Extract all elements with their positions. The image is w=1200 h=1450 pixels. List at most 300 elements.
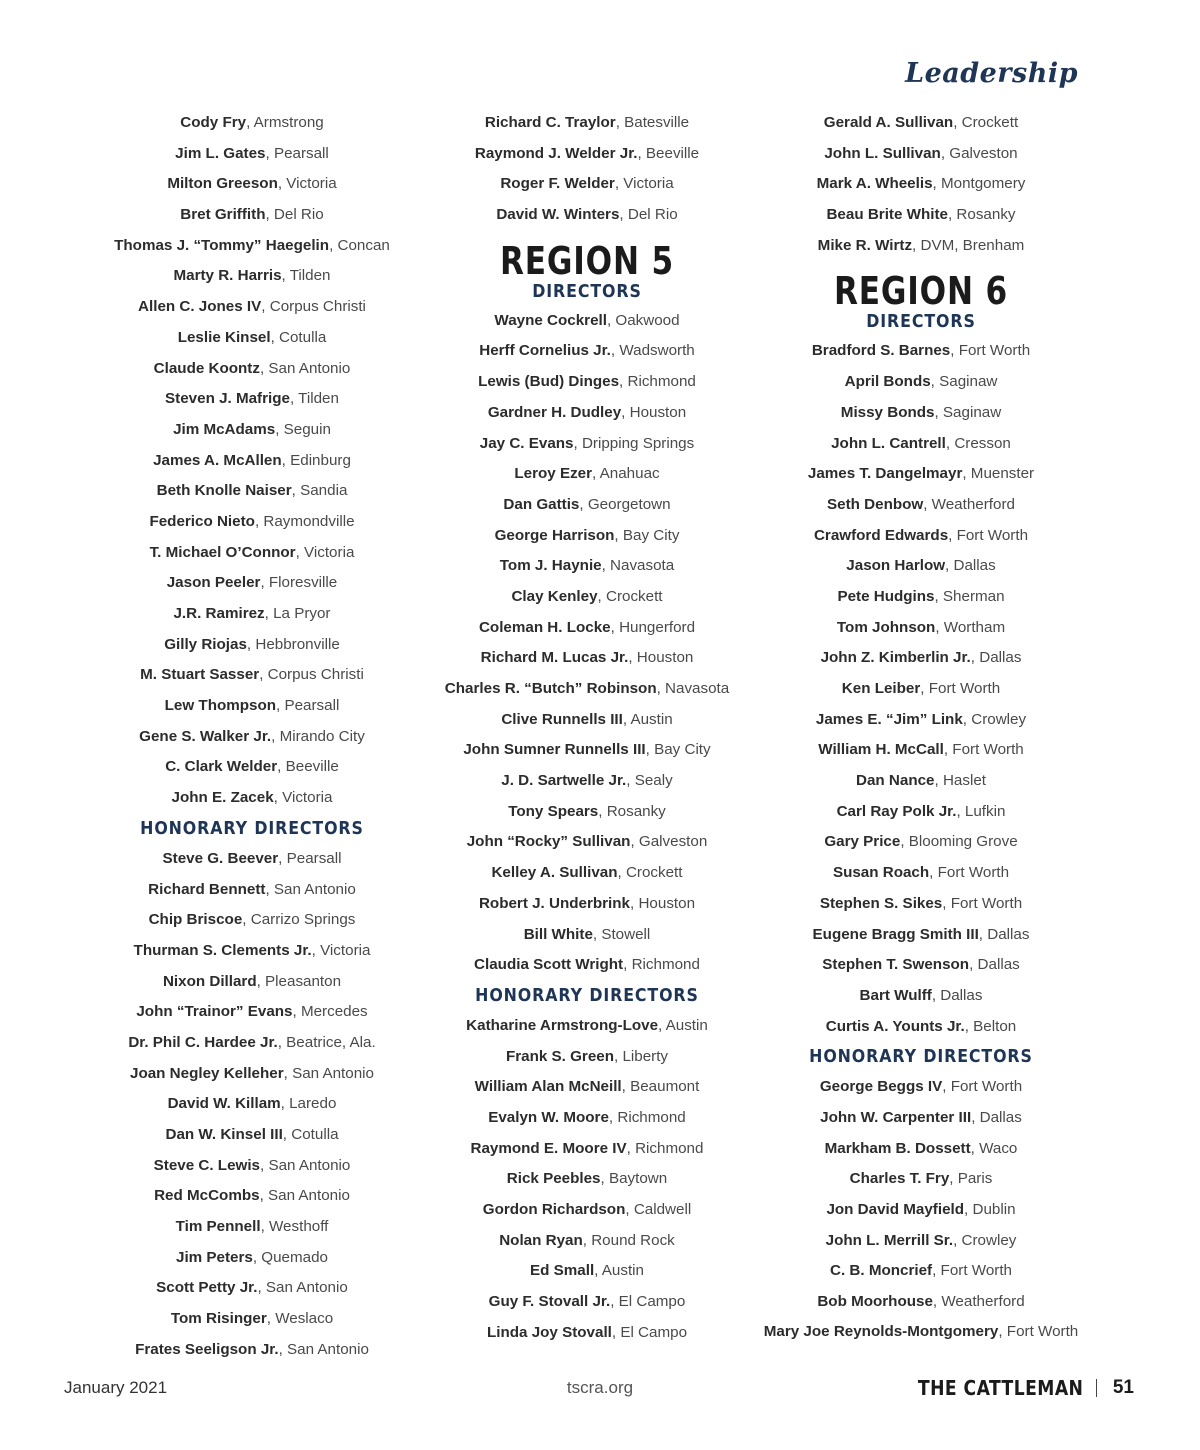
director-location: , Dallas [931,986,983,1004]
director-name: Raymond J. Welder Jr. [474,144,638,162]
director-entry [417,643,757,674]
director-entry [82,905,422,936]
director-location: , Del Rio [619,206,678,224]
directors-subheading: DIRECTORS [532,280,642,302]
director-entry [751,1195,1091,1226]
director-location: , Baytown [600,1170,668,1188]
director-location: , Sealy [626,772,673,790]
director-name: John L. Cantrell [831,434,946,452]
director-entry [751,705,1091,736]
director-name: Mary Joe Reynolds-Montgomery [763,1322,999,1340]
director-name: John “Rocky” Sullivan [466,833,631,851]
director-name: Steve C. Lewis [153,1156,260,1174]
director-name: Marty R. Harris [173,267,282,285]
director-name: Stephen T. Swenson [822,956,970,974]
director-name: Gilly Riojas [164,635,247,653]
director-entry [751,1072,1091,1103]
honorary-directors-heading: HONORARY DIRECTORS [140,817,364,839]
director-entry [417,889,757,920]
director-entry [417,1195,757,1226]
director-location: , Saginaw [930,373,998,391]
director-location: , Sandia [291,482,348,500]
magazine-name: THE CATTLEMAN [918,1376,1084,1400]
director-entry [751,582,1091,613]
page-number: 51 [1112,1377,1134,1398]
director-entry [82,722,422,753]
director-location: , Richmond [619,373,696,391]
director-entry [82,507,422,538]
director-entry [751,429,1091,460]
director-entry [417,1164,757,1195]
director-entry [417,613,757,644]
director-location: , Hebbronville [246,635,340,653]
director-entry [82,691,422,722]
director-name: Coleman H. Locke [478,618,611,636]
director-name: Bart Wulff [859,986,932,1004]
director-name: Wayne Cockrell [494,311,607,329]
director-name: Bill White [523,925,593,943]
director-name: Gardner H. Dudley [487,403,622,421]
director-name: Jim Peters [176,1248,253,1266]
director-entry [751,521,1091,552]
director-name: Claude Koontz [153,359,260,377]
director-location: , Cotulla [270,328,327,346]
page-footer [0,1376,1200,1404]
director-name: T. Michael O’Connor [149,543,296,561]
director-name: Lewis (Bud) Dinges [478,373,620,391]
director-entry [82,1089,422,1120]
director-location: , DVM, Brenham [912,236,1025,254]
director-entry [751,613,1091,644]
director-location: , Houston [621,403,687,421]
director-location: , Liberty [614,1047,669,1065]
director-location: , Round Rock [582,1231,675,1249]
director-name: Evalyn W. Moore [488,1108,609,1126]
director-entry [82,139,422,170]
director-entry [82,568,422,599]
director-location: , Caldwell [625,1201,692,1218]
directory-column-1 [82,108,422,1366]
director-location: , Waco [970,1139,1018,1157]
director-entry [417,1042,757,1073]
director-entry [751,1226,1091,1257]
director-name: Dan W. Kinsel III [165,1126,283,1143]
director-name: Jason Harlow [846,557,946,575]
director-entry [82,1335,422,1366]
director-name: John W. Carpenter III [820,1108,972,1126]
director-location: , Houston [628,649,694,667]
director-location: , Crockett [617,864,683,882]
section-title: Leadership [905,58,1078,89]
director-location: , Mercedes [292,1003,368,1021]
director-location: , Bay City [645,741,711,759]
director-location: , Concan [329,236,390,254]
director-location: , Laredo [280,1095,337,1113]
director-entry [417,521,757,552]
director-entry [82,169,422,200]
director-location: , Fort Worth [948,526,1029,544]
director-location: , Cresson [945,434,1011,452]
director-entry [751,490,1091,521]
director-entry [751,735,1091,766]
director-name: John L. Sullivan [824,144,941,162]
director-entry [417,1103,757,1134]
directory-column-2 [417,108,757,1348]
director-location: , Batesville [615,114,690,131]
director-location: , Floresville [260,574,338,592]
director-location: , Richmond [623,956,700,974]
director-entry [751,336,1091,367]
director-name: M. Stuart Sasser [140,666,260,684]
director-name: Charles R. “Butch” Robinson [444,680,657,697]
director-entry [82,538,422,569]
director-entry [751,827,1091,858]
director-entry [417,1287,757,1318]
director-location: , Pleasanton [256,972,342,990]
director-location: , Saginaw [934,403,1002,421]
director-entry [82,1273,422,1304]
director-entry [751,1103,1091,1134]
director-name: Red McCombs [154,1187,260,1205]
director-name: Mike R. Wirtz [817,236,913,254]
director-location: , Austin [622,710,673,728]
director-entry [751,1164,1091,1195]
director-name: James A. McAllen [153,451,282,469]
director-name: Roger F. Welder [500,175,615,193]
director-entry [751,858,1091,889]
director-entry [751,889,1091,920]
director-entry [751,1287,1091,1318]
director-location: , Sherman [934,587,1005,605]
director-entry [751,1256,1091,1287]
director-location: , Dallas [978,925,1030,943]
director-name: Gene S. Walker Jr. [139,727,272,745]
director-location: , Weatherford [932,1293,1025,1311]
director-location: , Fort Worth [950,342,1031,360]
honorary-directors-heading: HONORARY DIRECTORS [475,984,699,1006]
director-name: John Sumner Runnells III [463,741,646,759]
director-name: Thomas J. “Tommy” Haegelin [114,236,330,254]
director-entry [751,981,1091,1012]
director-name: Dr. Phil C. Hardee Jr. [128,1033,278,1051]
director-entry [82,292,422,323]
director-entry [751,950,1091,981]
director-name: John L. Merrill Sr. [825,1231,954,1249]
director-entry [751,398,1091,429]
director-name: Crawford Edwards [813,526,949,544]
director-name: Richard M. Lucas Jr. [480,649,629,667]
director-name: Lew Thompson [164,697,277,715]
director-location: , Crockett [953,114,1019,131]
director-location: , Pearsall [278,849,342,867]
director-name: George Beggs IV [819,1078,943,1096]
director-location: , Dripping Springs [573,434,695,452]
director-location: , San Antonio [259,359,351,377]
director-location: , Montgomery [932,175,1026,193]
director-entry [751,643,1091,674]
director-location: , Fort Worth [943,741,1024,759]
director-location: , Pearsall [276,697,340,715]
director-location: , Richmond [608,1108,686,1126]
director-name: Dan Nance [856,772,935,790]
director-location: , Cotulla [282,1126,339,1143]
director-name: Cody Fry [180,114,247,131]
director-entry [417,797,757,828]
director-location: , San Antonio [257,1279,348,1297]
director-location: , Bay City [614,526,680,544]
director-location: , Fort Worth [942,1078,1023,1096]
director-name: Nixon Dillard [162,972,257,990]
director-entry [417,336,757,367]
director-entry [417,490,757,521]
director-name: Thurman S. Clements Jr. [133,941,312,959]
director-entry [417,108,757,139]
director-location: , Raymondville [254,512,355,530]
director-name: Allen C. Jones IV [138,298,262,316]
director-entry [417,1226,757,1257]
director-entry [417,582,757,613]
director-name: John E. Zacek [171,789,274,807]
director-name: David W. Killam [167,1095,281,1113]
director-entry [82,936,422,967]
director-entry [417,200,757,231]
director-location: , Stowell [592,925,651,943]
director-name: Chip Briscoe [148,911,243,929]
director-entry [417,1072,757,1103]
director-name: Tom J. Haynie [499,557,602,575]
director-location: , Victoria [277,175,337,193]
director-entry [417,367,757,398]
director-name: J. D. Sartwelle Jr. [501,772,627,790]
honorary-directors-heading: HONORARY DIRECTORS [809,1046,1033,1068]
director-entry [82,231,422,262]
director-name: Gary Price [824,833,901,851]
directory-column-3 [751,108,1091,1362]
director-entry [751,551,1091,582]
director-name: David W. Winters [496,206,620,224]
director-name: Jon David Mayfield [826,1201,965,1218]
director-entry [82,261,422,292]
director-name: Federico Nieto [149,512,255,530]
director-entry [751,108,1091,139]
director-name: Missy Bonds [840,403,935,421]
director-entry [751,1134,1091,1165]
director-location: , Weslaco [266,1310,334,1328]
director-name: Jay C. Evans [479,434,574,452]
director-entry [82,446,422,477]
region-heading: REGION 5 [499,238,675,283]
director-entry [417,306,757,337]
director-entry [82,384,422,415]
director-name: Richard Bennett [148,880,266,898]
director-entry [417,1134,757,1165]
director-entry [82,1151,422,1182]
director-location: , Corpus Christi [261,298,366,316]
director-name: Claudia Scott Wright [474,956,624,974]
director-location: , Westhoff [260,1218,329,1236]
director-entry [751,766,1091,797]
director-name: Mark A. Wheelis [816,175,933,193]
director-location: , Blooming Grove [900,833,1018,851]
director-name: Linda Joy Stovall [486,1323,612,1341]
director-name: Richard C. Traylor [484,114,616,131]
director-entry [82,354,422,385]
footer-divider [1096,1379,1097,1397]
director-entry [417,735,757,766]
director-name: Leroy Ezer [514,465,593,483]
director-location: , Crowley [962,710,1027,728]
director-location: , Tilden [281,267,331,285]
director-location: , Beaumont [621,1078,700,1096]
director-location: , Anahuac [592,465,660,483]
director-entry [82,599,422,630]
director-entry [751,1012,1091,1043]
director-entry [751,139,1091,170]
director-location: , Tilden [289,390,339,408]
director-location: , Pearsall [265,144,329,162]
director-location: , La Pryor [264,605,331,622]
director-name: Pete Hudgins [837,587,935,605]
director-location: , Victoria [273,789,333,807]
director-location: , Carrizo Springs [242,911,356,929]
issue-date: January 2021 [64,1378,168,1397]
director-name: Bradford S. Barnes [811,342,951,360]
director-name: Bob Moorhouse [817,1293,933,1311]
director-name: Frates Seeligson Jr. [135,1340,279,1358]
director-name: Charles T. Fry [849,1170,950,1188]
director-location: , Fort Worth [929,864,1010,882]
director-name: Clay Kenley [511,587,598,605]
director-name: Ken Leiber [841,680,921,697]
director-location: , Houston [630,894,696,912]
director-name: Raymond E. Moore IV [470,1139,627,1157]
director-entry [751,920,1091,951]
director-name: John “Trainor” Evans [136,1003,293,1021]
director-name: Nolan Ryan [499,1231,583,1249]
director-name: Tom Risinger [170,1310,267,1328]
director-location: , Fort Worth [998,1322,1079,1340]
director-name: Steven J. Mafrige [165,390,290,408]
director-location: , Fort Worth [932,1262,1012,1280]
director-entry [82,1304,422,1335]
director-name: Guy F. Stovall Jr. [488,1293,611,1311]
director-location: , Seguin [275,420,331,438]
director-name: James E. “Jim” Link [815,710,963,728]
director-entry [417,169,757,200]
director-name: J.R. Ramirez [173,605,265,622]
director-location: , Fort Worth [920,680,1001,697]
director-entry [751,231,1091,262]
director-entry [751,459,1091,490]
director-name: Leslie Kinsel [177,328,271,346]
director-name: Jason Peeler [166,574,261,592]
director-location: , Dallas [971,1108,1022,1126]
director-location: , San Antonio [265,880,356,898]
director-location: , Armstrong [246,114,324,131]
director-name: George Harrison [494,526,615,544]
director-location: , Dallas [945,557,996,575]
director-name: Gordon Richardson [482,1201,626,1218]
director-name: Carl Ray Polk Jr. [836,802,957,820]
director-location: , Hungerford [610,618,696,636]
director-location: , Fort Worth [942,894,1023,912]
director-name: Scott Petty Jr. [156,1279,258,1297]
director-name: Beau Brite White [826,206,948,224]
directors-subheading: DIRECTORS [866,311,976,333]
director-location: , Muenster [962,465,1035,483]
director-location: , Wortham [935,618,1006,636]
director-entry [751,200,1091,231]
director-name: Tim Pennell [175,1218,261,1236]
director-name: William H. McCall [818,741,944,759]
director-name: James T. Dangelmayr [807,465,963,483]
director-location: , Wadsworth [610,342,695,360]
director-name: Frank S. Green [505,1047,614,1065]
director-entry [82,844,422,875]
director-entry [417,459,757,490]
director-location: , Crowley [953,1231,1017,1249]
director-location: , Richmond [626,1139,704,1157]
director-entry [82,1028,422,1059]
director-name: Seth Denbow [827,495,924,513]
director-location: , El Campo [611,1323,688,1341]
director-entry [82,997,422,1028]
director-location: , Austin [658,1016,708,1034]
director-entry [417,920,757,951]
director-name: Clive Runnells III [501,710,623,728]
director-location: , Dublin [964,1201,1016,1218]
director-location: , Mirando City [271,727,365,745]
director-entry [751,367,1091,398]
director-entry [82,783,422,814]
director-location: , El Campo [610,1293,686,1311]
director-location: , Victoria [614,175,674,193]
director-entry [417,551,757,582]
director-name: Susan Roach [832,864,930,882]
director-name: C. B. Moncrief [830,1262,933,1280]
director-entry [417,429,757,460]
director-location: , Lufkin [956,802,1006,820]
director-entry [417,1318,757,1349]
director-name: Bret Griffith [180,206,266,224]
director-name: Milton Greeson [167,175,278,193]
director-location: , Del Rio [265,206,324,224]
director-name: Tom Johnson [836,618,936,636]
director-entry [82,1059,422,1090]
director-location: , San Antonio [283,1064,374,1082]
website-link[interactable]: tscra.org [566,1378,634,1397]
director-entry [417,398,757,429]
director-name: Robert J. Underbrink [478,894,631,912]
director-entry [82,323,422,354]
director-location: , Victoria [311,941,371,959]
director-location: , San Antonio [260,1156,351,1174]
director-location: , Georgetown [579,495,671,513]
director-entry [751,169,1091,200]
director-entry [751,797,1091,828]
director-entry [82,660,422,691]
director-entry [82,875,422,906]
director-name: Katharine Armstrong-Love [466,1016,659,1034]
director-entry [417,827,757,858]
director-name: Kelley A. Sullivan [491,864,618,882]
director-location: , Austin [594,1262,644,1280]
director-entry [751,1318,1091,1362]
director-name: C. Clark Welder [165,758,278,776]
director-name: Eugene Bragg Smith III [812,925,979,943]
director-name: William Alan McNeill [474,1078,622,1096]
director-location: , Haslet [934,772,986,790]
